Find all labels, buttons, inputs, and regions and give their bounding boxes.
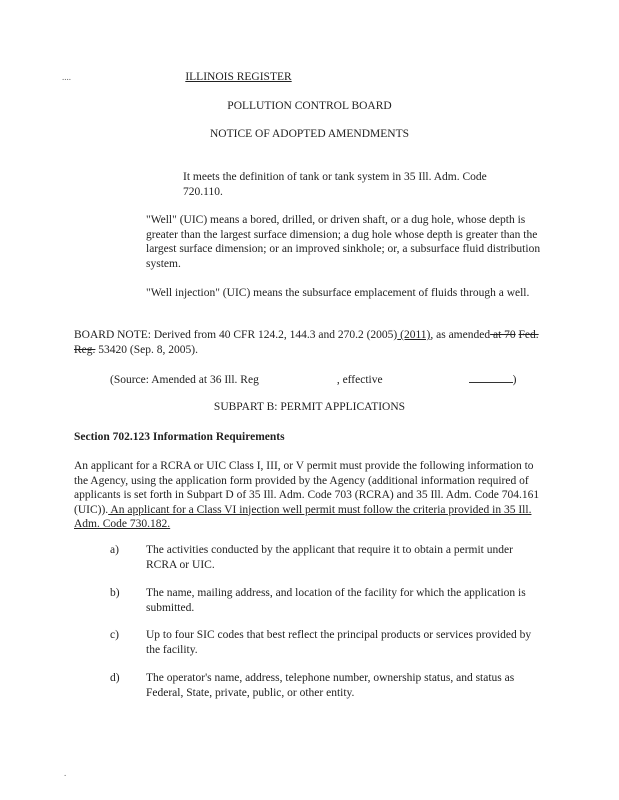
- register-title: ILLINOIS REGISTER: [185, 71, 292, 83]
- notice-title: NOTICE OF ADOPTED AMENDMENTS: [209, 128, 410, 140]
- well-injection-definition: "Well injection" (UIC) means the subsurface emplacement of fluids through a well.: [146, 287, 530, 299]
- tank-definition: It meets the definition of tank or tank system in 35 Ill. Adm. Code 720.110.: [183, 171, 487, 198]
- section-intro: An applicant for a RCRA or UIC Class I, III, or V permit must provide the following information to the Agency, using the application form provided by the Agency (additional information required of applicants is set forth in Subpart D of 35 Ill. Adm. Code 703 (RCRA) and 35 Ill. Adm. Code 704.161 (UIC)). An applicant for a Class VI injection well permit must follow the criteria provided in 35 Ill. Adm. Code 730.182.: [74, 460, 540, 530]
- item-c-text: Up to four SIC codes that best reflect the principal products or services provided by the facility.: [146, 629, 532, 656]
- item-a-text: The activities conducted by the applicant that require it to obtain a permit under RCRA or UIC.: [146, 544, 513, 571]
- board-note-struck-text: at 70: [490, 329, 516, 341]
- item-c-label: c): [110, 629, 119, 641]
- board-note-added-year: (2011): [397, 329, 431, 341]
- item-d-text: The operator's name, address, telephone number, ownership status, and status as Federal, State, private, public, or other entity.: [146, 672, 515, 699]
- top-left-mark: ....: [62, 72, 71, 82]
- source-note: (Source: Amended at 36 Ill. Reg , effective ): [110, 374, 517, 386]
- item-d-label: d): [110, 672, 120, 684]
- item-b-text: The name, mailing address, and location of the facility for which the application is submitted.: [146, 587, 526, 614]
- item-a-label: a): [110, 544, 119, 556]
- bottom-left-mark: .: [64, 768, 67, 778]
- board-title: POLLUTION CONTROL BOARD: [227, 100, 392, 112]
- section-added-text: An applicant for a Class VI injection well permit must follow the criteria provided in 35 Ill. Adm. Code 730.182.: [74, 503, 532, 530]
- well-definition: "Well" (UIC) means a bored, drilled, or driven shaft, or a dug hole, whose depth is greater than the largest surface dimension; a dug hole whose depth is greater than the largest surface dimension; or an improved sinkhole; or, a subsurface fluid distribution system.: [146, 214, 541, 270]
- subpart-heading: SUBPART B: PERMIT APPLICATIONS: [213, 401, 406, 413]
- item-b-label: b): [110, 587, 120, 599]
- effective-date-blank: [469, 372, 513, 383]
- board-note-struck-fed-reg: Fed. Reg.: [74, 329, 539, 356]
- board-note: BOARD NOTE: Derived from 40 CFR 124.2, 144.3 and 270.2 (2005) (2011), as amended at 70 Fed. Reg. 53420 (Sep. 8, 2005).: [74, 329, 539, 356]
- section-heading: Section 702.123 Information Requirements: [74, 431, 285, 443]
